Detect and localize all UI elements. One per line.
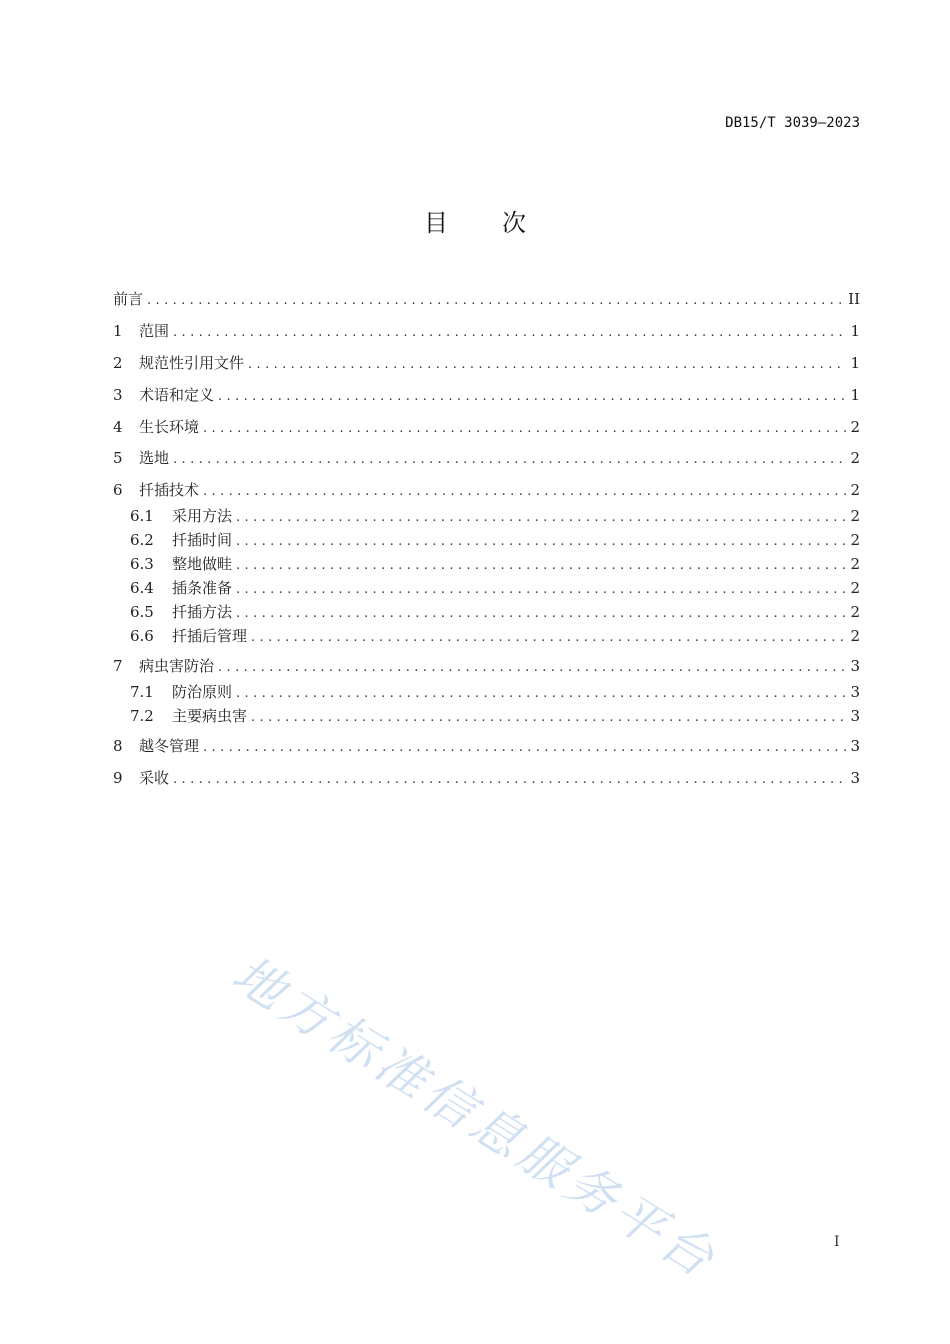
toc-entry-label: 扦插时间 (172, 531, 233, 549)
toc-entry-page: 2 (850, 449, 860, 467)
dot-leader (203, 418, 846, 440)
toc-entry-number: 8 (113, 737, 123, 755)
toc-entry-9[interactable] (113, 767, 860, 789)
toc-entry-label: 采收 (139, 769, 170, 787)
watermark: 地方标准信息服务平台 (222, 944, 729, 1291)
dot-leader (236, 555, 846, 577)
toc-entry-7-1[interactable] (130, 681, 860, 703)
dot-leader (251, 707, 846, 729)
toc-entry-page: II (848, 290, 860, 308)
toc-entry-number: 4 (113, 418, 123, 436)
toc-entry-label: 前言 (113, 290, 144, 308)
dot-leader (236, 531, 846, 553)
toc-entry-number: 6.2 (130, 531, 154, 549)
toc-entry-number: 9 (113, 769, 123, 787)
toc-entry-6-6[interactable] (130, 625, 860, 647)
toc-entry-label: 规范性引用文件 (139, 354, 245, 372)
toc-entry-number: 7.2 (130, 707, 154, 725)
toc-entry-label: 扦插方法 (172, 603, 233, 621)
toc-entry-page: 3 (850, 737, 860, 755)
toc-entry-3[interactable] (113, 384, 860, 406)
toc-entry-label: 采用方法 (172, 507, 233, 525)
toc-entry-page: 2 (850, 507, 860, 525)
toc-entry-label: 插条准备 (172, 579, 233, 597)
dot-leader (218, 657, 846, 679)
toc-entry-foreword[interactable] (113, 288, 860, 310)
dot-leader (251, 627, 846, 649)
toc-entry-6-2[interactable] (130, 529, 860, 551)
toc-entry-page: 1 (850, 386, 860, 404)
toc-entry-1[interactable] (113, 320, 860, 342)
toc-entry-number: 3 (113, 386, 123, 404)
toc-entry-page: 2 (850, 627, 860, 645)
toc-entry-label: 越冬管理 (139, 737, 200, 755)
toc-entry-page: 3 (850, 707, 860, 725)
toc-entry-2[interactable] (113, 352, 860, 374)
dot-leader (236, 579, 846, 601)
dot-leader (236, 507, 846, 529)
dot-leader (173, 322, 846, 344)
toc-entry-4[interactable] (113, 416, 860, 438)
toc-entry-page: 2 (850, 418, 860, 436)
toc-entry-6-5[interactable] (130, 601, 860, 623)
dot-leader (147, 290, 844, 312)
toc-entry-label: 整地做畦 (172, 555, 233, 573)
toc-entry-number: 6.6 (130, 627, 154, 645)
toc-entry-page: 2 (850, 579, 860, 597)
toc-entry-5[interactable] (113, 447, 860, 469)
toc-entry-label: 术语和定义 (139, 386, 215, 404)
dot-leader (236, 603, 846, 625)
toc-entry-6[interactable] (113, 479, 860, 501)
toc-entry-label: 扦插后管理 (172, 627, 248, 645)
toc-entry-label: 范围 (139, 322, 170, 340)
toc-entry-7[interactable] (113, 655, 860, 677)
toc-entry-label: 生长环境 (139, 418, 200, 436)
toc-entry-page: 2 (850, 531, 860, 549)
toc-entry-8[interactable] (113, 735, 860, 757)
toc-entry-number: 6.4 (130, 579, 154, 597)
toc-entry-number: 1 (113, 322, 123, 340)
dot-leader (203, 481, 846, 503)
toc-entry-label: 防治原则 (172, 683, 233, 701)
toc-entry-6-1[interactable] (130, 505, 860, 527)
toc-entry-number: 6 (113, 481, 123, 499)
toc-entry-page: 2 (850, 603, 860, 621)
toc-entry-label: 扦插技术 (139, 481, 200, 499)
document-code: DB15/T 3039—2023 (725, 115, 860, 131)
toc-entry-number: 6.5 (130, 603, 154, 621)
toc-entry-page: 2 (850, 481, 860, 499)
toc-entry-page: 1 (850, 322, 860, 340)
dot-leader (236, 683, 846, 705)
toc-entry-number: 6.3 (130, 555, 154, 573)
toc-entry-6-3[interactable] (130, 553, 860, 575)
toc-entry-page: 3 (850, 683, 860, 701)
toc-entry-number: 2 (113, 354, 123, 372)
toc-entry-7-2[interactable] (130, 705, 860, 727)
toc-entry-page: 1 (850, 354, 860, 372)
toc-entry-number: 7.1 (130, 683, 154, 701)
toc-entry-page: 3 (850, 657, 860, 675)
dot-leader (218, 386, 846, 408)
footer-page-number: I (834, 1234, 840, 1250)
toc-entry-label: 主要病虫害 (172, 707, 248, 725)
toc-entry-label: 选地 (139, 449, 170, 467)
dot-leader (173, 449, 846, 471)
toc-entry-page: 2 (850, 555, 860, 573)
dot-leader (203, 737, 846, 759)
toc-entry-number: 7 (113, 657, 123, 675)
toc-entry-6-4[interactable] (130, 577, 860, 599)
dot-leader (248, 354, 846, 376)
toc-entry-number: 6.1 (130, 507, 154, 525)
toc-entry-page: 3 (850, 769, 860, 787)
page-title: 目次 (424, 209, 580, 237)
toc-entry-label: 病虫害防治 (139, 657, 215, 675)
toc-entry-number: 5 (113, 449, 123, 467)
dot-leader (173, 769, 846, 791)
